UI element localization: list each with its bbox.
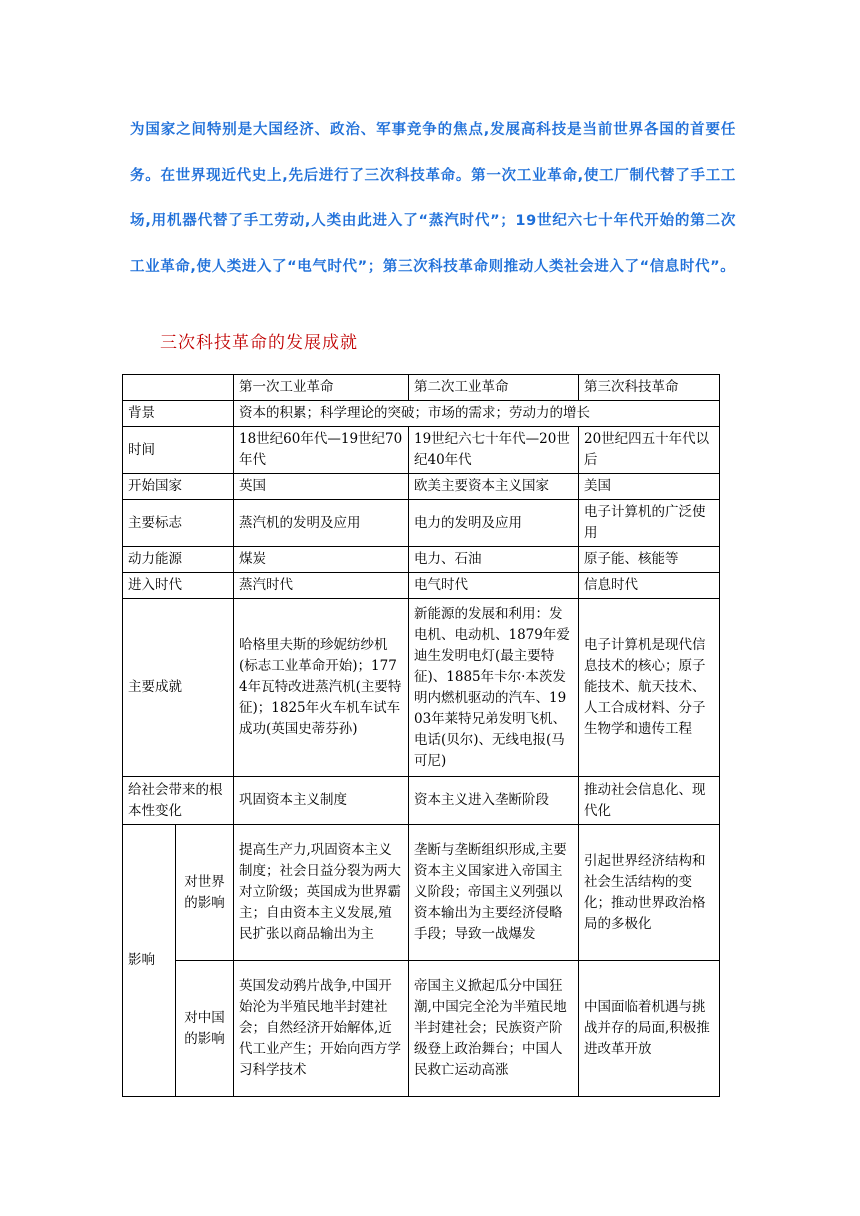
- mark-cell-1: 蒸汽机的发明及应用: [234, 500, 409, 547]
- section-heading: 三次科技革命的发展成就: [160, 333, 358, 353]
- row-label-background: 背景: [123, 401, 234, 427]
- era-cell-3: 信息时代: [579, 573, 720, 599]
- change-cell-2: 资本主义进入垄断阶段: [409, 777, 579, 825]
- header-first-revolution: 第一次工业革命: [234, 375, 409, 401]
- table-row: [123, 547, 720, 573]
- china-impact-cell-1: 英国发动鸦片战争,中国开始沦为半殖民地半封建社会；自然经济开始解体,近代工业产生；开始向西方学习科学技术: [234, 961, 409, 1097]
- time-cell-3: 20世纪四五十年代以后: [579, 427, 720, 474]
- row-label-time: 时间: [123, 427, 234, 474]
- table-row: [123, 777, 720, 825]
- table-row: [123, 474, 720, 500]
- time-cell-2: 19世纪六七十年代—20世纪40年代: [409, 427, 579, 474]
- achievements-cell-1: 哈格里夫斯的珍妮纺纱机(标志工业革命开始)；1774年瓦特改进蒸汽机(主要特征)；1825年火车机车试车成功(英国史蒂芬孙): [234, 599, 409, 777]
- energy-cell-3: 原子能、核能等: [579, 547, 720, 573]
- country-cell-2: 欧美主要资本主义国家: [409, 474, 579, 500]
- country-cell-3: 美国: [579, 474, 720, 500]
- change-cell-3: 推动社会信息化、现代化: [579, 777, 720, 825]
- table-row: [123, 427, 720, 474]
- sub-label-world: 对世界的影响: [176, 825, 234, 961]
- energy-cell-1: 煤炭: [234, 547, 409, 573]
- table-row: [123, 375, 720, 401]
- row-label-change: 给社会带来的根本性变化: [123, 777, 234, 825]
- row-label-achievements: 主要成就: [123, 599, 234, 777]
- row-label-impact: 影响: [123, 825, 176, 1097]
- table-row: [123, 599, 720, 777]
- achievements-cell-3: 电子计算机是现代信息技术的核心；原子能技术、航天技术、人工合成材料、分子生物学和遗传工程: [579, 599, 720, 777]
- achievements-cell-2: 新能源的发展和利用：发电机、电动机、1879年爱迪生发明电灯(最主要特征)、1885年卡尔·本茨发明内燃机驱动的汽车、1903年莱特兄弟发明飞机、电话(贝尔)、无线电报(马可尼): [409, 599, 579, 777]
- table-row: [123, 573, 720, 599]
- background-cell: 资本的积累；科学理论的突破；市场的需求；劳动力的增长: [234, 401, 720, 427]
- intro-paragraph: 为国家之间特别是大国经济、政治、军事竞争的焦点,发展高科技是当前世界各国的首要任务。在世界现近代史上,先后进行了三次科技革命。第一次工业革命,使工厂制代替了手工工场,用机器代替了手工劳动,人类由此进入了“蒸汽时代”；19世纪六七十年代开始的第二次工业革命,使人类进入了“电气时代”；第三次科技革命则推动人类社会进入了“信息时代”。: [130, 122, 736, 275]
- era-cell-2: 电气时代: [409, 573, 579, 599]
- table-row: [123, 500, 720, 547]
- table-row: [123, 401, 720, 427]
- table-corner-cell: [123, 375, 234, 401]
- mark-cell-3: 电子计算机的广泛使用: [579, 500, 720, 547]
- mark-cell-2: 电力的发明及应用: [409, 500, 579, 547]
- era-cell-1: 蒸汽时代: [234, 573, 409, 599]
- world-impact-cell-3: 引起世界经济结构和社会生活结构的变化；推动世界政治格局的多极化: [579, 825, 720, 961]
- energy-cell-2: 电力、石油: [409, 547, 579, 573]
- change-cell-1: 巩固资本主义制度: [234, 777, 409, 825]
- china-impact-cell-2: 帝国主义掀起瓜分中国狂潮,中国完全沦为半殖民地半封建社会；民族资产阶级登上政治舞台；中国人民救亡运动高涨: [409, 961, 579, 1097]
- header-third-revolution: 第三次科技革命: [579, 375, 720, 401]
- revolutions-table: [122, 374, 720, 1097]
- table-row: [123, 961, 720, 1097]
- time-cell-1: 18世纪60年代—19世纪70年代: [234, 427, 409, 474]
- row-label-mark: 主要标志: [123, 500, 234, 547]
- country-cell-1: 英国: [234, 474, 409, 500]
- table-row: [123, 825, 720, 961]
- row-label-energy: 动力能源: [123, 547, 234, 573]
- world-impact-cell-1: 提高生产力,巩固资本主义制度；社会日益分裂为两大对立阶级；英国成为世界霸主；自由资本主义发展,殖民扩张以商品输出为主: [234, 825, 409, 961]
- row-label-era: 进入时代: [123, 573, 234, 599]
- world-impact-cell-2: 垄断与垄断组织形成,主要资本主义国家进入帝国主义阶段；帝国主义列强以资本输出为主要经济侵略手段；导致一战爆发: [409, 825, 579, 961]
- sub-label-china: 对中国的影响: [176, 961, 234, 1097]
- row-label-country: 开始国家: [123, 474, 234, 500]
- china-impact-cell-3: 中国面临着机遇与挑战并存的局面,积极推进改革开放: [579, 961, 720, 1097]
- header-second-revolution: 第二次工业革命: [409, 375, 579, 401]
